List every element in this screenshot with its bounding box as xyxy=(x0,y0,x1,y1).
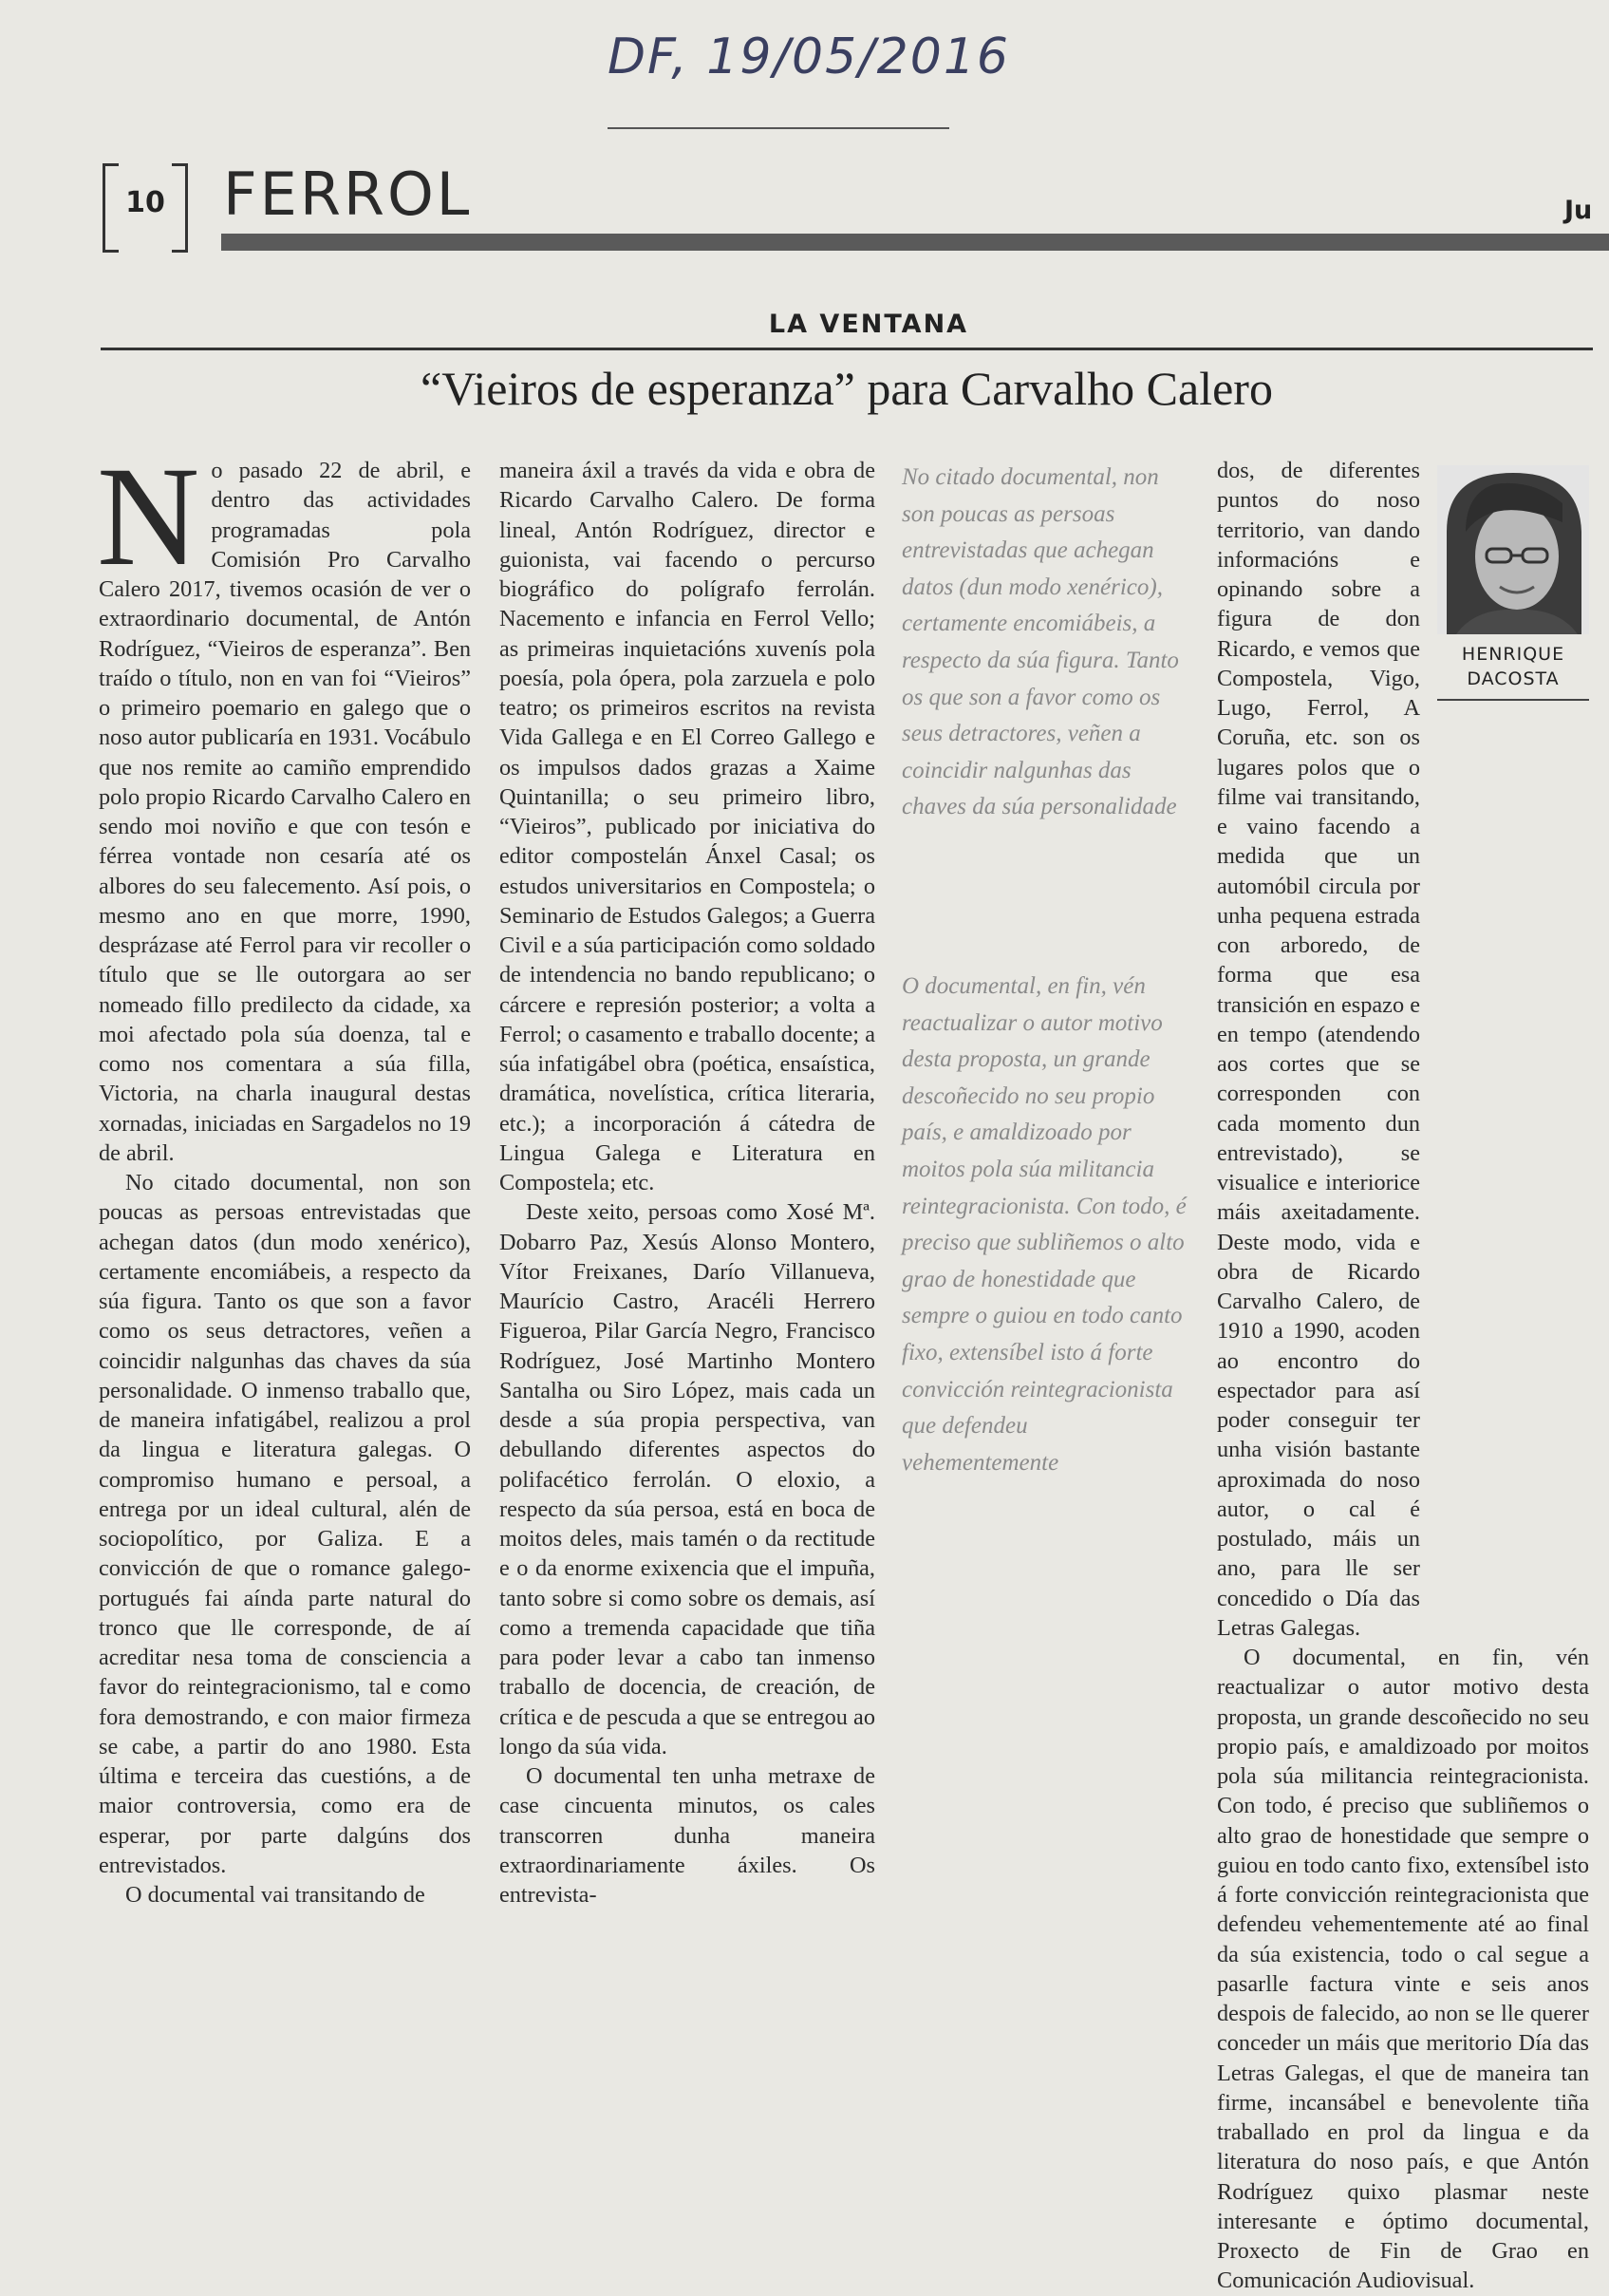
pull-quote-1: No citado documental, non son poucas as persoas entrevistadas que achegan datos (dun modo xenérico), certamente encomiábeis, a respecto da súa figura. Tanto os que son a favor como os seus detractores, veñen a coincidir nalgunhas das chaves da súa personalidade xyxy=(902,464,1179,820)
author-first-name: HENRIQUE xyxy=(1461,644,1565,665)
page-number: 10 xyxy=(125,186,165,219)
handwritten-underline xyxy=(608,127,949,129)
article-headline: “Vieiros de esperanza” para Carvalho Calero xyxy=(421,362,1273,415)
drop-cap: N xyxy=(97,438,200,595)
header-bar xyxy=(221,234,1609,251)
header-date-fragment: Ju xyxy=(1564,196,1593,225)
handwritten-date-note: DF, 19/05/2016 xyxy=(608,28,1011,85)
paragraph: O documental ten unha metraxe de case cincuenta minutos, os cales transcorren dunha maneira extraordinariamente áxiles. Os entrevista- xyxy=(499,1763,875,1908)
column-kicker: LA VENTANA xyxy=(768,310,969,339)
paragraph: dos, de diferentes puntos do noso territorio, van dando informacións e opinando sobre a figura de don Ricardo, e vemos que Compostela, Vigo, Lugo, Ferrol, A Coruña, etc. son os lugares polos que o filme vai transitando, e vaino facendo a medida que un automóbil circula por unha pequena estrada con arboredo, de forma que esa transición en espazo e en tempo (atendendo aos cortes que se corresponden con cada momento dun entrevistado), se visualice e interiorice máis axeitadamente. Deste modo, vida e obra de Ricardo Carvalho Calero, de 1910 a 1990, acoden ao encontro do espectador para así poder conseguir ter unha visión bastante aproximada do noso autor, o cal é postulado, máis un ano, para lle ser concedido o Día das Letras Galegas. xyxy=(1217,458,1420,1641)
author-last-name: DACOSTA xyxy=(1467,668,1560,689)
pull-quote-2: O documental, en fin, vén reactualizar o autor motivo desta proposta, un grande descoñecido no seu propio país, e amaldizoado por moitos pola súa militancia reintegracionista. Con todo, é preciso que subliñemos o alto grao de honestidade que sempre o guiou en todo canto fixo, extensíbel isto á forte convicción reintegracionista que defendeu vehementemente xyxy=(902,973,1187,1476)
paragraph-lead xyxy=(97,438,471,1168)
paragraph: O documental, en fin, vén reactualizar o autor motivo desta proposta, un grande descoñecido no seu propio país, e amaldizoado por moitos pola súa militancia reintegracionista. Con todo, é preciso que subliñemos o alto grao de honestidade que sempre o guiou en todo canto fixo, extensíbel isto á forte convicción reintegracionista que defendeu vehementemente até ao final da súa existencia, todo o cal segue a pasarlle factura vinte e seis anos despois de falecido, ao non se lle querer conceder un máis que meritorio Día das Letras Galegas, el que de maneira tan firme, incansábel e benevolente tiña traballado en prol da lingua e da literatura do noso país, e que Antón Rodríguez quixo plasmar neste interesante e óptimo documental, Proxecto de Fin de Grao en Comunicación Audiovisual. xyxy=(1217,1645,1589,2294)
paragraph: maneira áxil a través da vida e obra de Ricardo Carvalho Calero. De forma lineal, Antón Rodríguez, director e guionista, vai facendo o percurso biográfico do polígrafo ferrolán. Nacemento e infancia en Ferrol Vello; as primeiras inquietacións xuvenís pola poesía, pola ópera, pola zarzuela e polo teatro; os primeiros escritos na revista Vida Gallega e en El Correo Gallego e os impulsos dados grazas a Xaime Quintanilla; o seu primeiro libro, “Vieiros”, publicado por iniciativa do editor compostelán Ánxel Casal; os estudos universitarios en Compostela; o Seminario de Estudos Galegos; a Guerra Civil e a súa participación como soldado de intendencia no bando republicano; o cárcere e represión posterior; a volta a Ferrol; o casamento e traballo docente; a súa infatigábel obra (poética, ensaística, dramática, novelística, crítica literaria, etc.); a incorporación á cátedra de Lingua Galega e Literatura en Compostela; etc. xyxy=(499,458,875,1195)
paragraph: Deste xeito, persoas como Xosé Mª. Dobarro Paz, Xesús Alonso Montero, Vítor Freixanes, Darío Villanueva, Maurício Castro, Aracéli Herrero Figueroa, Pilar García Negro, Francisco Rodríguez, José Martinho Montero Santalha ou Siro López, mais cada un desde a súa propia perspectiva, van debullando diferentes aspectos do polifacético ferrolán. O eloxio, a respecto da súa persoa, está en boca de moitos deles, mais tamén o da rectitude e o da enorme exixencia que el impuña, tanto sobre si como sobre os demais, así como a tremenda capacidade que tiña para poder levar a cabo tan inmenso traballo de docencia, de creación, de crítica e de pescuda a que se entregou ao longo da súa vida. xyxy=(499,1199,875,1760)
paragraph-lead-text: o pasado 22 de abril, e dentro das actividades programadas pola Comisión Pro Carvalho Calero 2017, tivemos ocasión de ver o extraordinario documental, de Antón Rodríguez, “Vieiros de esperanza”. Ben traído o título, non en van foi “Vieiros” o primeiro poemario en galego que o noso autor publicaría en 1931. Vocábulo que nos remite ao camiño emprendido polo propio Ricardo Carvalho Calero en sendo moi noviño e que con tesón e férrea vontade non cesaría até os albores do seu falecemento. Así pois, o mesmo ano en que morre, 1990, desprázase até Ferrol para vir recoller o título que se lle outorgara ao ser nomeado fillo predilecto da cidade, xa moi afectado pola súa doenza, tal e como nos comentara a súa filla, Victoria, na charla inaugural destas xornadas, iniciadas en Sargadelos no 19 de abril. xyxy=(99,458,471,1166)
page-number-box xyxy=(103,163,188,247)
article-column-2 xyxy=(499,456,875,1910)
paragraph: O documental vai transitando de xyxy=(125,1882,425,1908)
article-column-1 xyxy=(97,438,471,1910)
section-title: FERROL xyxy=(223,160,473,229)
paragraph: No citado documental, non son poucas as persoas entrevistadas que achegan datos (dun modo xenérico), certamente encomiábeis, a respecto da súa figura. Tanto os que son a favor como os seus detractores, veñen a coincidir nalgunhas das chaves da súa personalidade. O inmenso traballo que, de maneira infatigábel, realizou a prol da lingua e literatura galegas. O compromiso humano e persoal, a entrega por un ideal cultural, alén de sociopolítico, por Galiza. E a convicción de que o romance galego-portugués fai aínda parte natural do tronco que lle corresponde, de aí acreditar nesa toma de consciencia a favor do reintegracionismo, tal e como fora demostrando, e con maior firmeza se cabe, a partir do ano 1980. Esta última e terceira das cuestións, a de maior controversia, como era de esperar, por parte dalgúns dos entrevistados. xyxy=(99,1170,471,1878)
article-column-4 xyxy=(1217,456,1589,2296)
kicker-rule xyxy=(101,348,1593,350)
